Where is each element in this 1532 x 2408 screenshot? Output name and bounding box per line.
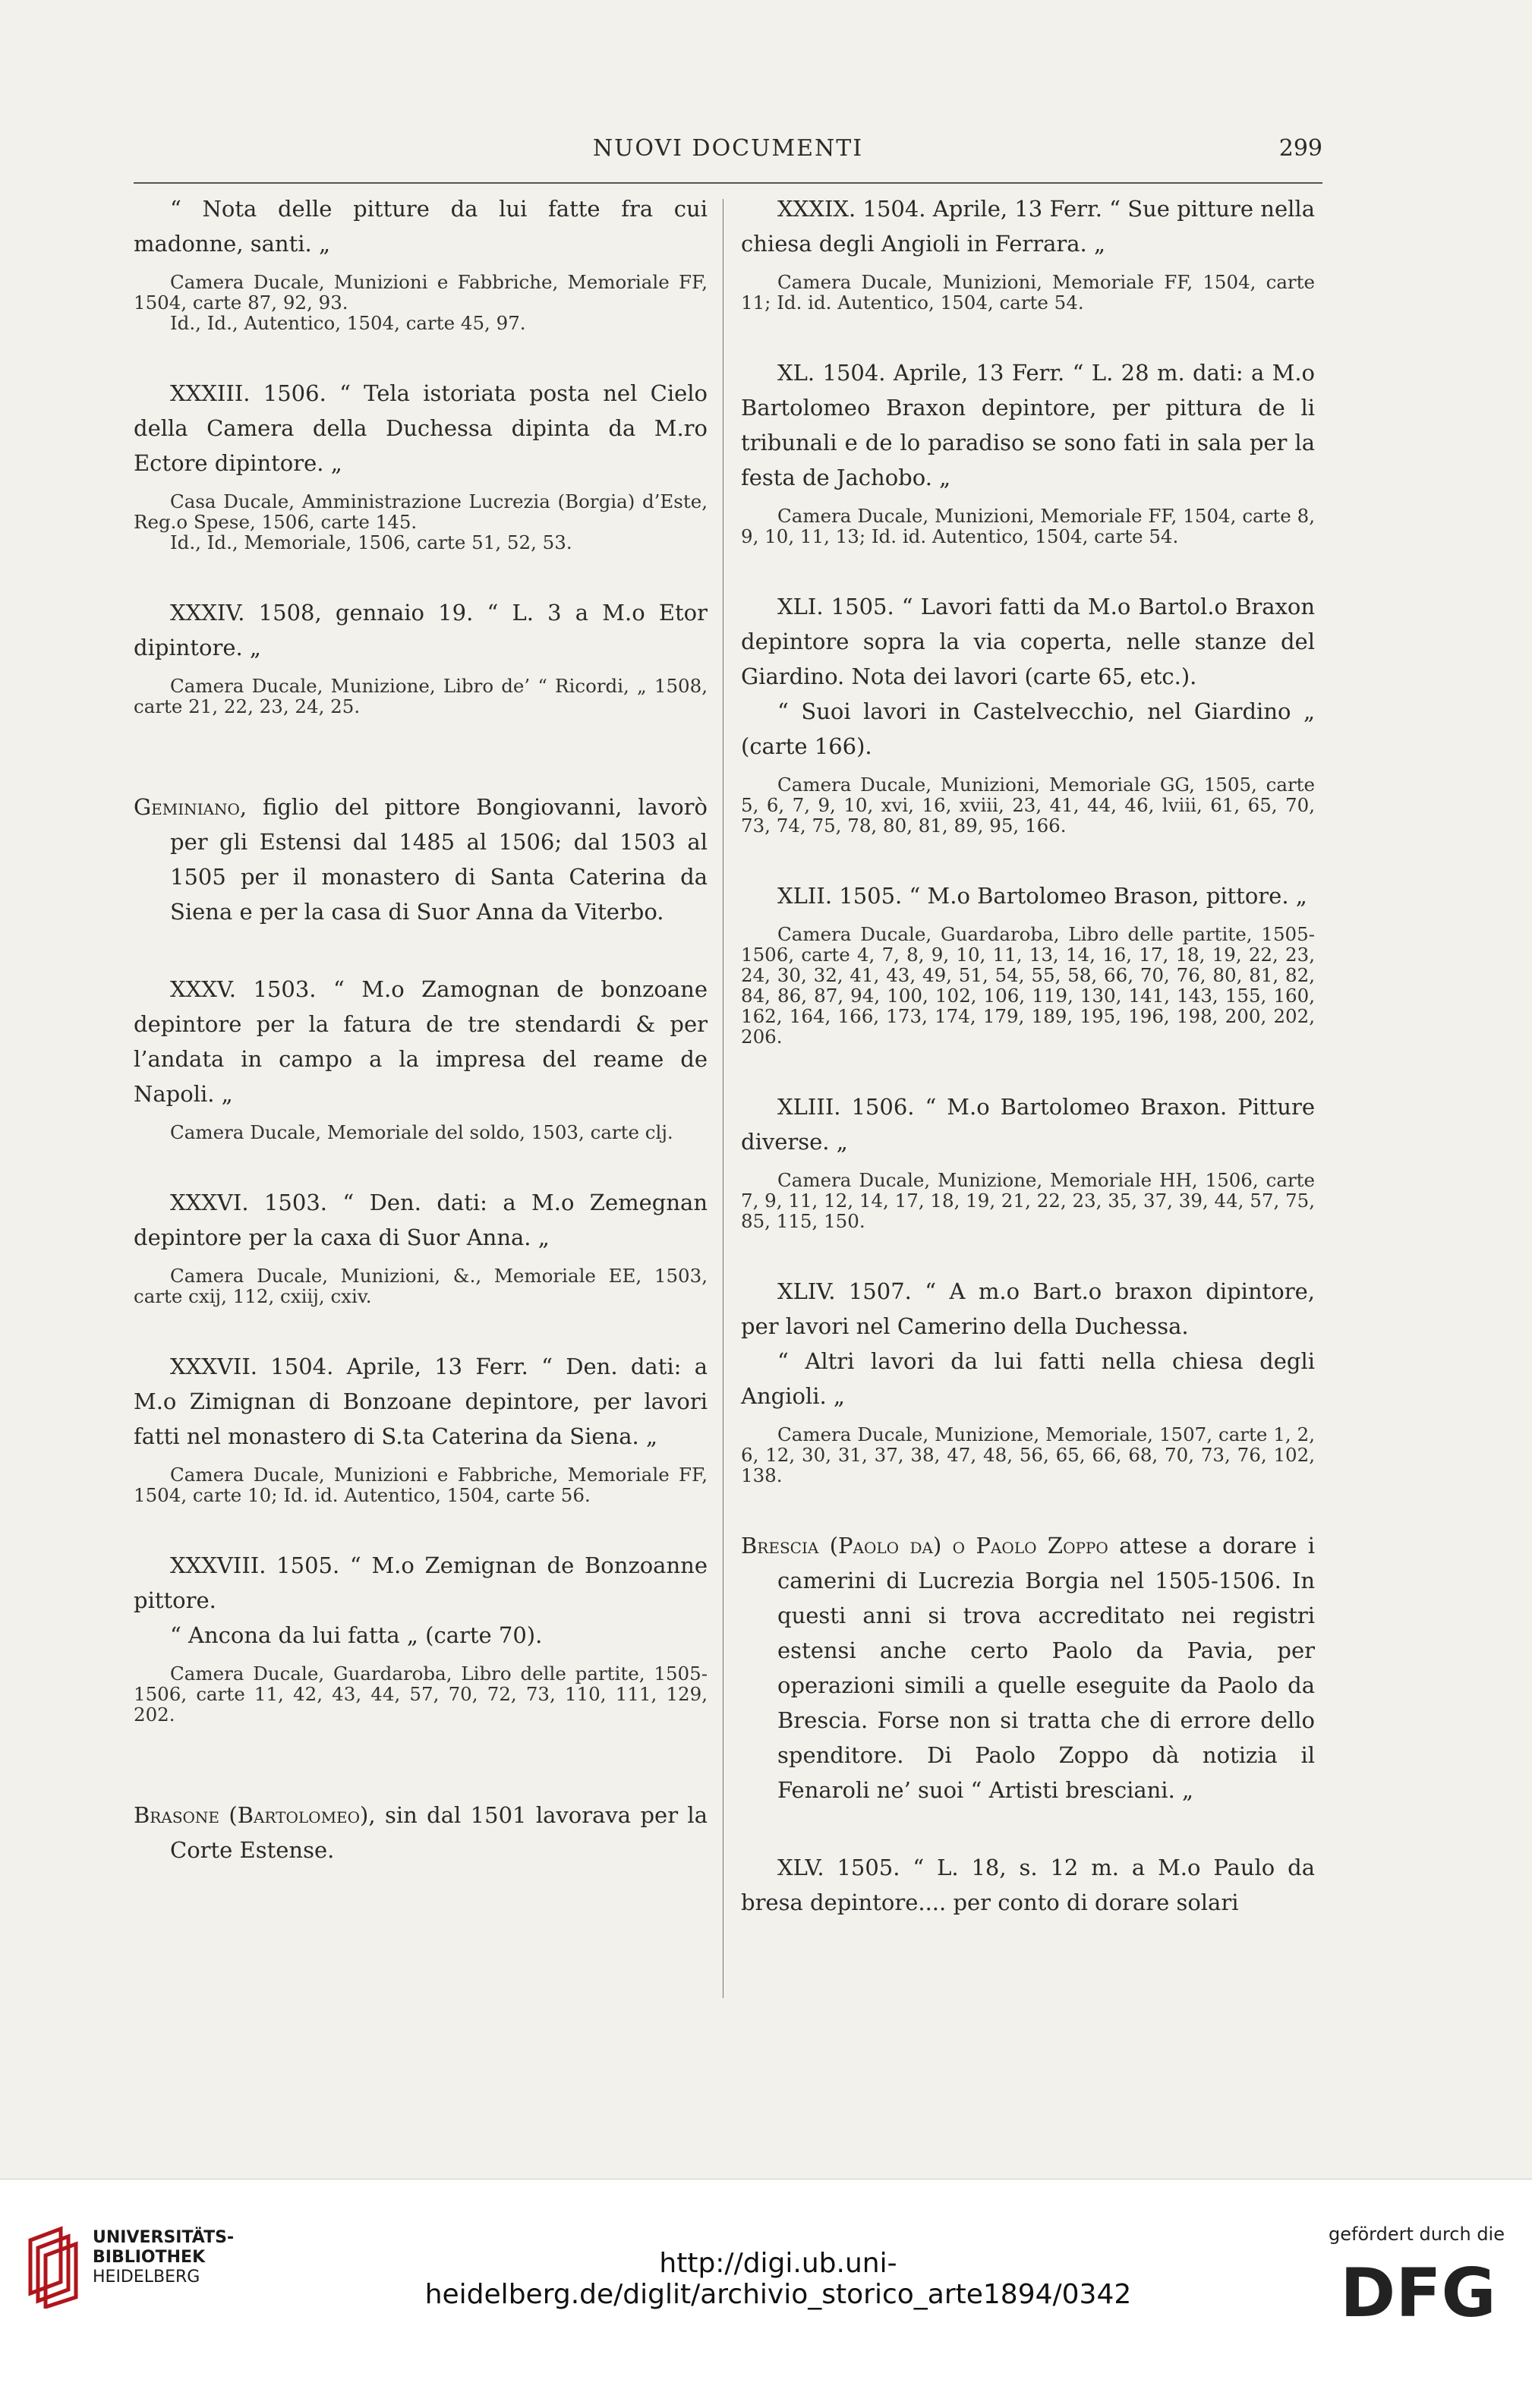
artist-bio: attese a dorare i camerini di Lucrezia Borgia nel 1505-1506. In questi anni si trova accreditato nei registri estensi anche certo Paolo da Pavia, per operazioni simili a quelle eseguite da Paolo da Brescia. Forse non si tratta che di errore dello spenditore. Di Paolo Zoppo dà notizia il Fenaroli ne’ suoi “ Artisti bresciani. „ bbox=[777, 1533, 1315, 1803]
source-citation: Camera Ducale, Guardaroba, Libro delle partite, 1505-1506, carte 4, 7, 8, 9, 10, 11, 13, 14, 16, 17, 18, 19, 22, 23, 24, 30, 32, 41, 43, 49, 51, 54, 55, 58, 66, 70, 76, 80, 81, 82, 84, 86, 87, 94, 100, 102, 106, 119, 130, 141, 143, 155, 160, 162, 164, 166, 173, 174, 179, 189, 195, 196, 198, 200, 202, 206. bbox=[741, 923, 1315, 1048]
source-citation: Id., Id., Autentico, 1504, carte 45, 97. bbox=[170, 312, 526, 334]
source-citation: Camera Ducale, Munizioni, &., Memoriale EE, 1503, carte cxij, 112, cxiij, cxiv. bbox=[134, 1265, 708, 1307]
permalink-url[interactable]: http://digi.ub.uni-heidelberg.de/diglit/archivio_storico_arte1894/0342 bbox=[424, 2248, 1132, 2310]
header-rule bbox=[134, 182, 1322, 184]
entry-xli-note: “ Suoi lavori in Castelvecchio, nel Giardino „ (carte 166). bbox=[741, 698, 1315, 759]
right-column bbox=[741, 191, 1315, 1920]
entry-xli: XLI. 1505. “ Lavori fatti da M.o Bartol.o Braxon depintore sopra la via coperta, nelle stanze del Giardino. Nota dei lavori (carte 65, etc.). bbox=[741, 594, 1315, 689]
left-column bbox=[134, 191, 708, 1867]
library-name bbox=[93, 2228, 234, 2287]
entry-xxxvi: XXXVI. 1503. “ Den. dati: a M.o Zemegnan depintore per la caxa di Suor Anna. „ bbox=[134, 1190, 708, 1250]
artist-entry-geminiano bbox=[134, 790, 708, 929]
source-citation: Camera Ducale, Munizioni, Memoriale FF, 1504, carte 11; Id. id. Autentico, 1504, carte 54. bbox=[741, 271, 1315, 314]
library-name-line: HEIDELBERG bbox=[93, 2268, 200, 2287]
running-title: NUOVI DOCUMENTI bbox=[592, 135, 864, 162]
entry-xxxiv: XXXIV. 1508, gennaio 19. “ L. 3 a M.o Etor dipintore. „ bbox=[134, 600, 708, 660]
source-citation: Camera Ducale, Munizioni, Memoriale FF, 1504, carte 8, 9, 10, 11, 13; Id. id. Autentico, 1504, carte 54. bbox=[741, 505, 1315, 547]
entry-text: “ Nota delle pitture da lui fatte fra cui madonne, santi. „ bbox=[134, 196, 708, 257]
library-name-line: BIBLIOTHEK bbox=[93, 2248, 206, 2267]
dfg-logo-text: DFG bbox=[1340, 2254, 1496, 2330]
running-head bbox=[134, 135, 1322, 173]
artist-bio: , figlio del pittore Bongiovanni, lavorò per gli Estensi dal 1485 al 1506; dal 1503 al 1505 per il monastero di Santa Caterina da Siena e per la casa di Suor Anna da Viterbo. bbox=[170, 794, 708, 925]
dfg-logo-icon bbox=[1327, 2254, 1509, 2330]
entry-xl: XL. 1504. Aprile, 13 Ferr. “ L. 28 m. dati: a M.o Bartolomeo Braxon depintore, per pittura de li tribunali e de lo paradiso se sono fati in sala per la festa de Jachobo. „ bbox=[741, 360, 1315, 490]
artist-name: Brasone (Bartolomeo) bbox=[134, 1802, 369, 1828]
entry-xliii: XLIII. 1506. “ M.o Bartolomeo Braxon. Pitture diverse. „ bbox=[741, 1094, 1315, 1155]
library-name-line: UNIVERSITÄTS- bbox=[93, 2228, 235, 2247]
viewer-footer bbox=[0, 2179, 1532, 2408]
funded-by-label: gefördert durch die bbox=[1329, 2224, 1505, 2245]
source-citation: Camera Ducale, Memoriale del soldo, 1503, carte clj. bbox=[170, 1121, 673, 1143]
entry-xxxvii: XXXVII. 1504. Aprile, 13 Ferr. “ Den. dati: a M.o Zimignan di Bonzoane depintore, per lavori fatti nel monastero di S.ta Caterina da Siena. „ bbox=[134, 1354, 708, 1449]
artist-entry-brasone bbox=[134, 1798, 708, 1867]
source-citation: Camera Ducale, Munizioni, Memoriale GG, 1505, carte 5, 6, 7, 9, 10, xvi, 16, xviii, 23, 41, 44, 46, lviii, 61, 65, 70, 73, 74, 75, 78, 80, 81, 89, 95, 166. bbox=[741, 774, 1315, 837]
entry-xxxviii: XXXVIII. 1505. “ M.o Zemignan de Bonzoanne pittore. bbox=[134, 1552, 708, 1613]
artist-name: Geminiano bbox=[134, 794, 240, 820]
entry-xxxiii: XXXIII. 1506. “ Tela istoriata posta nel Cielo della Camera della Duchessa dipinta da M.ro Ectore dipintore. „ bbox=[134, 380, 708, 476]
source-citation: Camera Ducale, Guardaroba, Libro delle partite, 1505-1506, carte 11, 42, 43, 44, 57, 70, 72, 73, 110, 111, 129, 202. bbox=[134, 1663, 708, 1726]
source-citation: Camera Ducale, Munizioni e Fabbriche, Memoriale FF, 1504, carte 10; Id. id. Autentico, 1504, carte 56. bbox=[134, 1464, 708, 1506]
university-library-logo-icon bbox=[15, 2225, 85, 2309]
source-citation: Id., Id., Memoriale, 1506, carte 51, 52, 53. bbox=[170, 531, 572, 553]
entry-xxxv: XXXV. 1503. “ M.o Zamognan de bonzoane depintore per la fatura de tre stendardi & per l’andata in campo a la impresa del reame de Napoli. „ bbox=[134, 976, 708, 1107]
source-citation: Camera Ducale, Munizione, Libro de’ “ Ricordi, „ 1508, carte 21, 22, 23, 24, 25. bbox=[134, 675, 708, 717]
artist-bio: , sin dal 1501 lavorava per la Corte Estense. bbox=[170, 1802, 708, 1863]
source-citation: Camera Ducale, Munizioni e Fabbriche, Memoriale FF, 1504, carte 87, 92, 93. bbox=[134, 271, 708, 314]
entry-xlii: XLII. 1505. “ M.o Bartolomeo Brason, pittore. „ bbox=[777, 883, 1307, 909]
artist-name: Brescia (Paolo da) o Paolo Zoppo bbox=[741, 1533, 1108, 1559]
source-citation: Casa Ducale, Amministrazione Lucrezia (Borgia) d’Este, Reg.o Spese, 1506, carte 145. bbox=[134, 490, 708, 533]
source-citation: Camera Ducale, Munizione, Memoriale, 1507, carte 1, 2, 6, 12, 30, 31, 37, 38, 47, 48, 56, 65, 66, 68, 70, 73, 76, 102, 138. bbox=[741, 1423, 1315, 1486]
entry-xxxix: XXXIX. 1504. Aprile, 13 Ferr. “ Sue pitture nella chiesa degli Angioli in Ferrara. „ bbox=[741, 196, 1315, 257]
artist-entry-brescia bbox=[741, 1528, 1315, 1808]
page-number: 299 bbox=[1278, 135, 1322, 162]
entry-xliv: XLIV. 1507. “ A m.o Bart.o braxon dipintore, per lavori nel Camerino della Duchessa. bbox=[741, 1278, 1315, 1339]
source-citation: Camera Ducale, Munizione, Memoriale HH, 1506, carte 7, 9, 11, 12, 14, 17, 18, 19, 21, 22, 23, 35, 37, 39, 44, 57, 75, 85, 115, 150. bbox=[741, 1169, 1315, 1232]
entry-xliv-note: “ Altri lavori da lui fatti nella chiesa degli Angioli. „ bbox=[741, 1348, 1315, 1409]
entry-xlv: XLV. 1505. “ L. 18, s. 12 m. a M.o Paulo da bresa depintore.... per conto di dorare solari bbox=[741, 1855, 1315, 1915]
entry-xxxviii-note: “ Ancona da lui fatta „ (carte 70). bbox=[170, 1622, 543, 1648]
